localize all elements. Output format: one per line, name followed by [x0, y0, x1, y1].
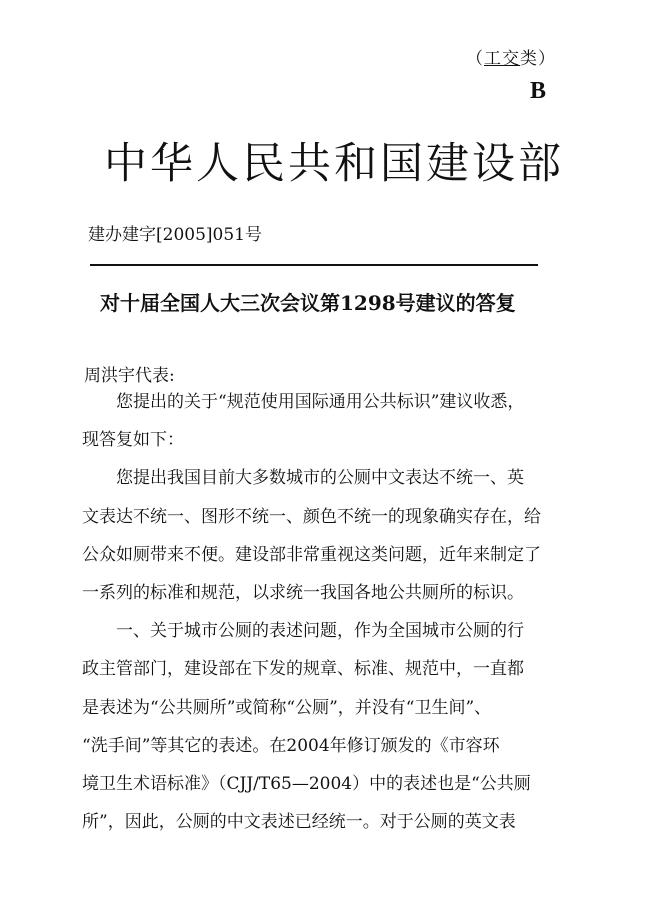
- category-suffix: 类）: [520, 49, 556, 69]
- salutation: 周洪宇代表:: [84, 366, 175, 386]
- document-body: [82, 383, 554, 841]
- paragraph-line: 您提出我国目前大多数城市的公厕中文表达不统一、英: [116, 468, 524, 489]
- paragraph-1: [82, 383, 554, 459]
- header-divider: [90, 264, 538, 266]
- paragraph-line: 现答复如下：: [82, 430, 184, 451]
- classification-letter: B: [530, 78, 547, 104]
- category-text: 工交: [484, 49, 520, 69]
- paragraph-line: 公众如厕带来不便。建设部非常重视这类问题，近年来制定了: [82, 544, 541, 565]
- paragraph-line: 境卫生术语标准》（CJJ/T65—2004）中的表述也是“公共厕: [82, 774, 531, 795]
- category-label: [466, 44, 556, 69]
- paragraph-line: 您提出的关于“规范使用国际通用公共标识”建议收悉，: [116, 392, 525, 412]
- paragraph-line: “洗手间”等其它的表述。在2004年修订颁发的《市容环: [82, 735, 500, 756]
- paragraph-3: [82, 612, 554, 841]
- category-prefix: （: [466, 49, 484, 69]
- paragraph-line: 是表述为“公共厕所”或简称“公厕”，并没有“卫生间”、: [82, 697, 492, 718]
- document-number: 建办建字[2005]051号: [88, 225, 262, 245]
- document-title: 对十届全国人大三次会议第1298号建议的答复: [100, 291, 516, 315]
- organization-title: 中华人民共和国建设部: [104, 139, 564, 189]
- paragraph-line: 文表达不统一、图形不统一、颜色不统一的现象确实存在，给: [82, 506, 541, 527]
- paragraph-line: 一系列的标准和规范，以求统一我国各地公共厕所的标识。: [82, 583, 524, 604]
- paragraph-line: 一、关于城市公厕的表述问题，作为全国城市公厕的行: [116, 621, 524, 642]
- paragraph-line: 所”，因此，公厕的中文表述已经统一。对于公厕的英文表: [82, 812, 516, 833]
- paragraph-2: [82, 459, 554, 612]
- paragraph-line: 政主管部门，建设部在下发的规章、标准、规范中，一直都: [82, 659, 524, 680]
